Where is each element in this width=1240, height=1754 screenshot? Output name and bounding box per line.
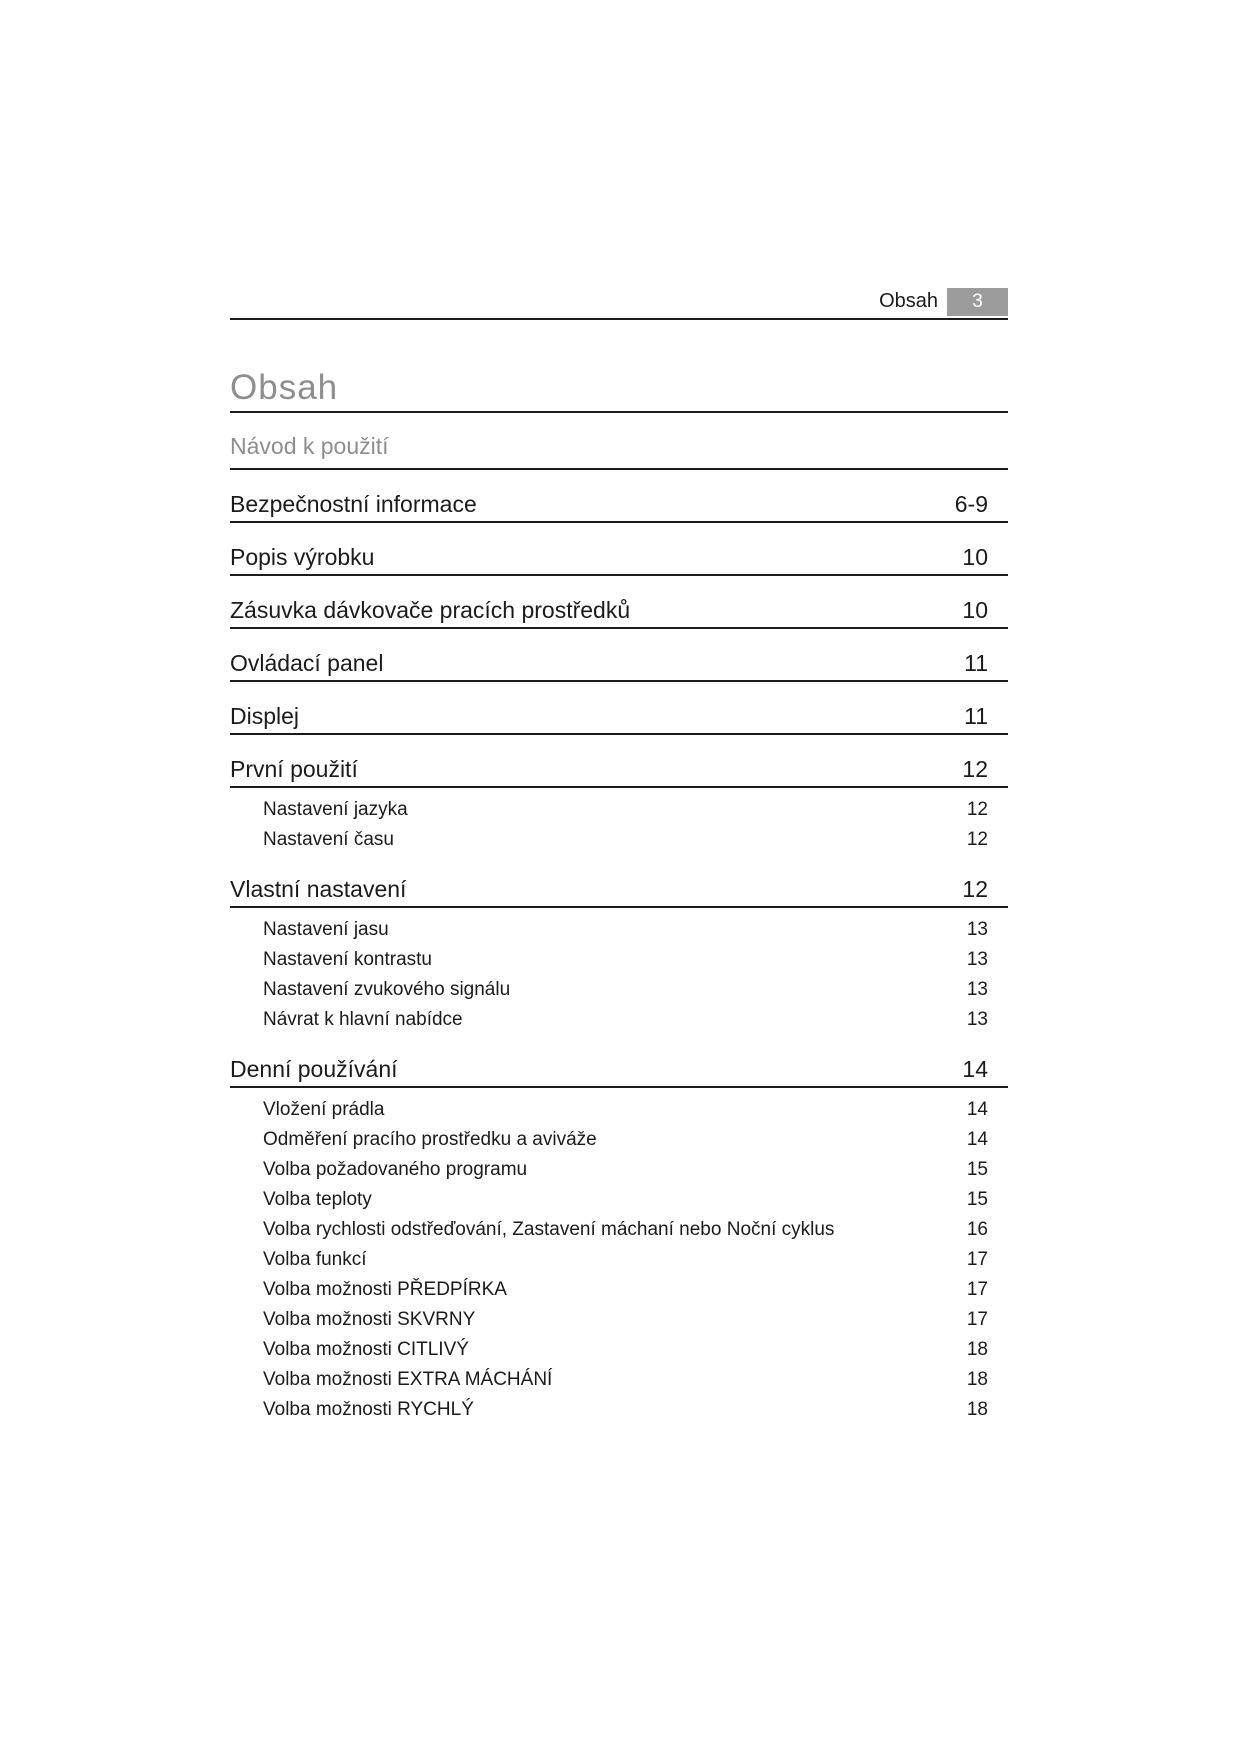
toc-subentry [230,1335,1008,1365]
toc-entry-label: Popis výrobku [230,544,375,570]
toc-entry-page: 10 [962,544,988,570]
manual-page [230,288,1008,1429]
toc-subentry-label: Volba možnosti RYCHLÝ [263,1399,474,1420]
toc-subentry-label: Volba možnosti CITLIVÝ [263,1339,469,1360]
toc-subentry [230,975,1008,1005]
page-header [230,288,1008,320]
toc-entry [230,704,1008,735]
toc-subentry [230,945,1008,975]
toc-subentry [230,1185,1008,1215]
toc-subentry-page: 17 [966,1249,988,1270]
toc-subentry [230,1365,1008,1395]
toc-list [230,492,1008,1425]
toc-subentry-label: Volba možnosti EXTRA MÁCHÁNÍ [263,1369,553,1390]
toc-subentry [230,1125,1008,1155]
toc-subentry-label: Nastavení kontrastu [263,949,432,970]
page-number-badge: 3 [947,288,1008,316]
toc-entry [230,757,1008,788]
toc-subentry-page: 13 [966,979,988,1000]
toc-subentry-page: 18 [966,1369,988,1390]
toc-entry-label: Vlastní nastavení [230,876,407,902]
toc-subentry-page: 16 [966,1219,988,1240]
toc-subentry-page: 12 [966,799,988,820]
toc-sublist [230,1095,1008,1425]
toc-sublist [230,915,1008,1035]
toc-entry-label: Denní používání [230,1056,398,1082]
toc-subentry-label: Návrat k hlavní nabídce [263,1009,463,1030]
toc-subentry [230,1245,1008,1275]
toc-entry [230,1057,1008,1088]
toc-entry-page: 10 [962,597,988,623]
toc-subentry-label: Volba možnosti PŘEDPÍRKA [263,1279,507,1300]
toc-entry [230,545,1008,576]
toc-subentry-label: Nastavení času [263,829,394,850]
toc-subentry-label: Volba rychlosti odstřeďování, Zastavení máchaní nebo Noční cyklus [263,1219,835,1240]
header-section-label: Obsah [879,290,938,312]
toc-subentry-page: 15 [966,1159,988,1180]
toc-entry-label: Ovládací panel [230,650,384,676]
toc-entry-page: 11 [964,703,988,729]
toc-subentry-page: 18 [966,1399,988,1420]
page-title: Obsah [230,370,1008,413]
toc-subentry-label: Volba požadovaného programu [263,1159,528,1180]
toc-subentry-label: Nastavení zvukového signálu [263,979,511,1000]
toc-subentry-page: 13 [966,1009,988,1030]
toc-entry-page: 12 [962,756,988,782]
toc-subentry-label: Odměření pracího prostředku a aviváže [263,1129,597,1150]
toc-subentry [230,1275,1008,1305]
toc-subentry [230,915,1008,945]
toc-entry-label: První použití [230,756,358,782]
toc-subentry-label: Volba teploty [263,1189,372,1210]
toc-subentry [230,1395,1008,1425]
toc-entry-label: Displej [230,703,300,729]
toc-subentry-page: 14 [966,1099,988,1120]
toc-subentry-page: 12 [966,829,988,850]
toc-entry [230,877,1008,908]
toc-subentry [230,1095,1008,1125]
toc-subentry-page: 18 [966,1339,988,1360]
toc-subentry [230,1305,1008,1335]
toc-subentry-page: 14 [966,1129,988,1150]
toc-subentry-page: 13 [966,949,988,970]
toc-subentry-page: 13 [966,919,988,940]
toc-entry [230,492,1008,523]
toc-subentry [230,795,1008,825]
toc-subentry [230,1005,1008,1035]
toc-entry [230,598,1008,629]
toc-subentry-label: Nastavení jasu [263,919,389,940]
toc-subentry-page: 15 [966,1189,988,1210]
toc-subentry-label: Volba možnosti SKVRNY [263,1309,476,1330]
toc-subentry-page: 17 [966,1309,988,1330]
toc-entry-page: 6-9 [954,491,988,517]
toc-subentry-page: 17 [966,1279,988,1300]
toc-subentry [230,825,1008,855]
toc-subentry [230,1215,1008,1245]
toc-subentry [230,1155,1008,1185]
toc-subentry-label: Volba funkcí [263,1249,367,1270]
toc-entry-page: 14 [962,1056,988,1082]
document-subtitle: Návod k použití [230,435,1008,470]
toc-subentry-label: Vložení prádla [263,1099,385,1120]
toc-entry-page: 11 [964,650,988,676]
toc-entry-page: 12 [962,876,988,902]
toc-entry-label: Bezpečnostní informace [230,491,477,517]
toc-subentry-label: Nastavení jazyka [263,799,408,820]
toc-sublist [230,795,1008,855]
toc-entry-label: Zásuvka dávkovače pracích prostředků [230,597,631,623]
toc-entry [230,651,1008,682]
